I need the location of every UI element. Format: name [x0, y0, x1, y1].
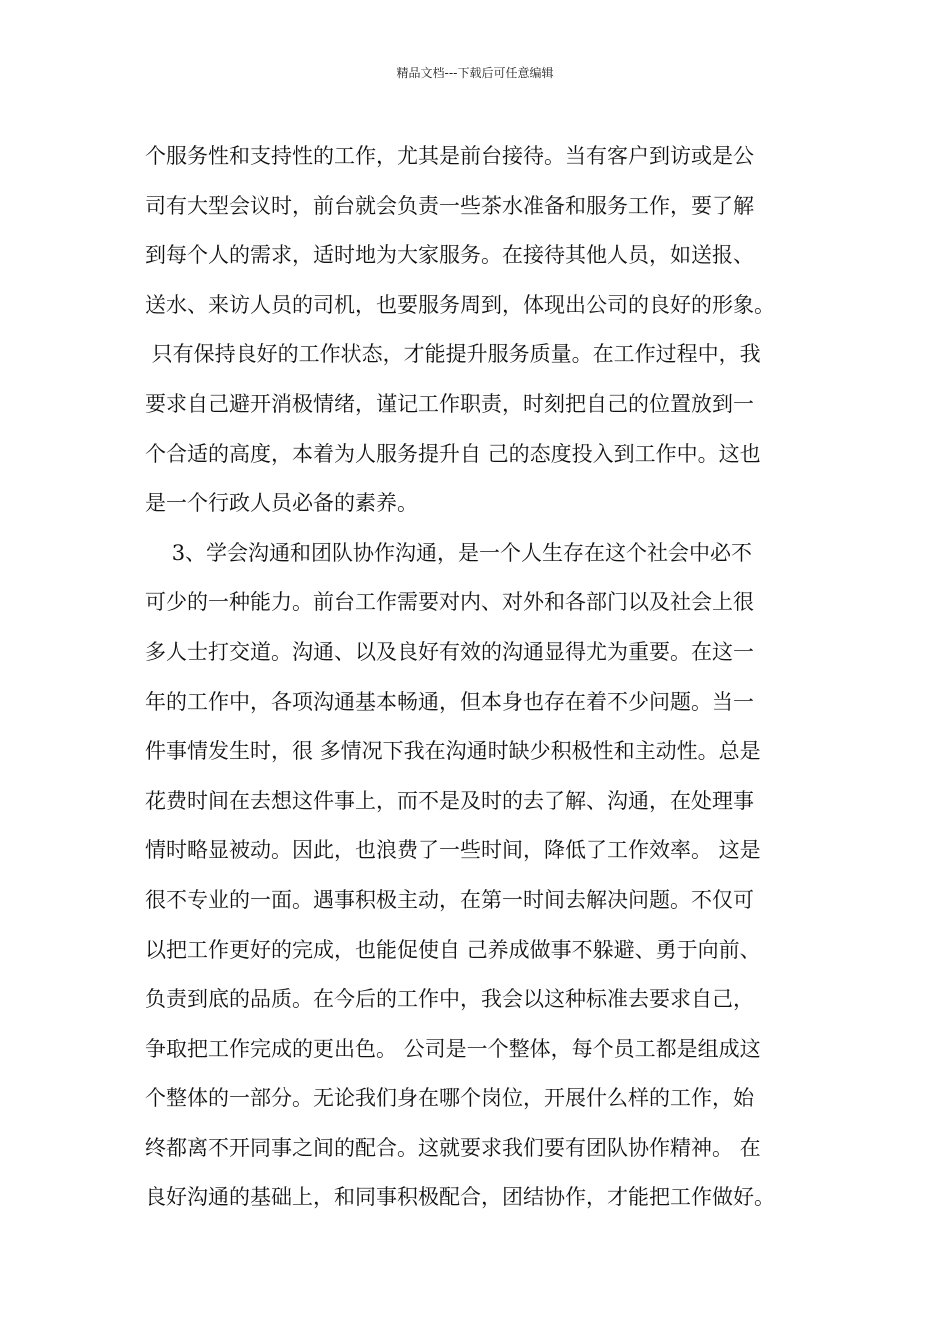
body-text — [145, 132, 815, 1223]
text-line: 情时略显被动。因此，也浪费了一些时间，降低了工作效率。 这是 — [145, 838, 761, 863]
text-line: 个整体的一部分。无论我们身在哪个岗位，开展什么样的工作，始 — [145, 1086, 754, 1111]
text-line: 要求自己避开消极情绪，谨记工作职责，时刻把自己的位置放到一 — [145, 391, 754, 416]
text-line: 年的工作中，各项沟通基本畅通，但本身也存在着不少问题。当一 — [145, 689, 754, 714]
text-line: 多人士打交道。沟通、以及良好有效的沟通显得尤为重要。在这一 — [145, 639, 754, 664]
text-line: 送水、来访人员的司机，也要服务周到，体现出公司的良好的形象。 — [145, 292, 775, 317]
text-line: 可少的一种能力。前台工作需要对内、对外和各部门以及社会上很 — [145, 590, 754, 615]
text-line: 个服务性和支持性的工作，尤其是前台接待。当有客户到访或是公 — [145, 144, 754, 168]
text-line: 以把工作更好的完成，也能促使自 己养成做事不躲避、勇于向前、 — [145, 937, 761, 962]
text-line: 花费时间在去想这件事上，而不是及时的去了解、沟通，在处理事 — [145, 788, 754, 813]
text-line: 是一个行政人员必备的素养。 — [145, 491, 418, 516]
text-line: 终都离不开同事之间的配合。这就要求我们要有团队协作精神。 在 — [145, 1135, 761, 1160]
text-line: 个合适的高度，本着为人服务提升自 己的态度投入到工作中。这也 — [145, 441, 761, 466]
page-header: 精品文档---下载后可任意编辑 — [396, 66, 554, 80]
text-line: 3、学会沟通和团队协作沟通，是一个人生存在这个社会中必不 — [145, 540, 753, 565]
text-line: 争取把工作完成的更出色。 公司是一个整体，每个员工都是组成这 — [145, 1036, 761, 1061]
text-line: 司有大型会议时，前台就会负责一些茶水准备和服务工作，要了解 — [145, 193, 754, 218]
text-line: 到每个人的需求，适时地为大家服务。在接待其他人员，如送报、 — [145, 243, 754, 268]
text-line: 件事情发生时，很 多情况下我在沟通时缺少积极性和主动性。总是 — [145, 739, 761, 764]
text-line: 很不专业的一面。遇事积极主动，在第一时间去解决问题。不仅可 — [145, 887, 754, 912]
text-line: 只有保持良好的工作状态，才能提升服务质量。在工作过程中，我 — [145, 342, 761, 367]
text-line: 负责到底的品质。在今后的工作中，我会以这种标准去要求自己， — [145, 987, 754, 1012]
text-line: 良好沟通的基础上，和同事积极配合，团结协作，才能把工作做好。 — [145, 1185, 775, 1210]
